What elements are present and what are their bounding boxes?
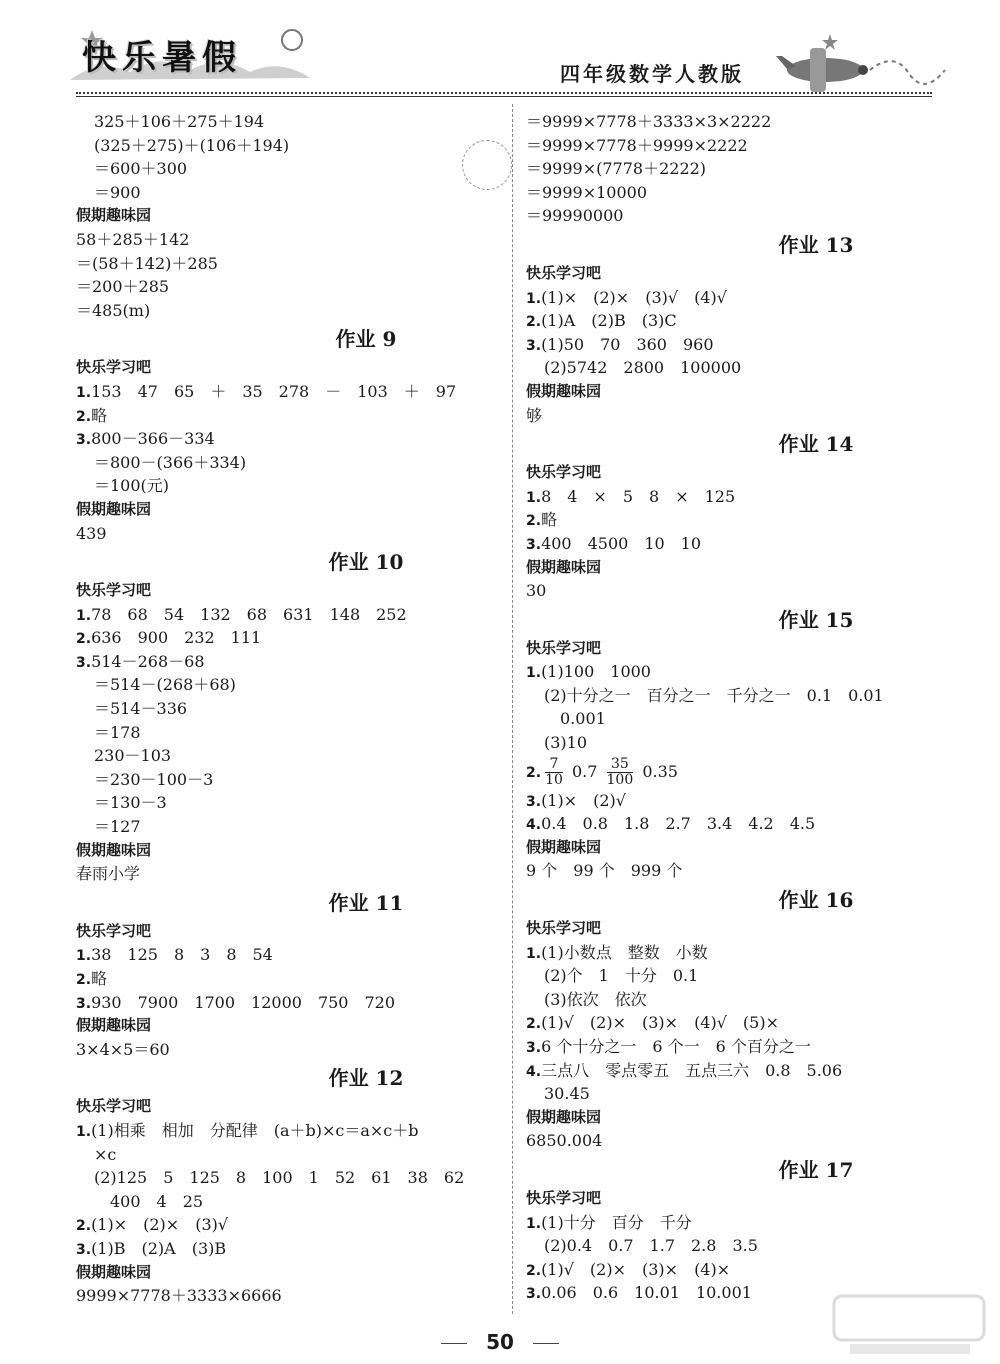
item-number: 1. bbox=[76, 384, 92, 401]
answer-line: (2)5742 2800 100000 bbox=[544, 358, 742, 378]
item-number: 3. bbox=[76, 995, 92, 1012]
answer-line: ＝514－(268＋68) bbox=[94, 675, 236, 695]
item-number: 1. bbox=[526, 945, 542, 962]
item-text: (1)A (2)B (3)C bbox=[541, 311, 677, 331]
item-text: (1)× (2)× (3)√ bbox=[91, 1215, 229, 1235]
section-label: 快乐学习吧 bbox=[76, 1097, 152, 1116]
footer-dash-right bbox=[533, 1343, 559, 1344]
page-header bbox=[0, 0, 1000, 100]
answer-line: ＝130－3 bbox=[94, 793, 167, 813]
answer-line: (2)125 5 125 8 100 1 52 61 38 62 bbox=[94, 1168, 465, 1188]
answer-item bbox=[526, 812, 946, 836]
answer-line: ＝514－336 bbox=[94, 699, 188, 719]
assignment-heading: 作业 14 bbox=[778, 432, 854, 457]
item-number: 3. bbox=[76, 1241, 92, 1258]
answer-line: 325＋106＋275＋194 bbox=[94, 112, 265, 131]
answer-line: 30.45 bbox=[544, 1084, 590, 1104]
item-text: 8 4 × 5 8 × 125 bbox=[541, 486, 736, 506]
fraction-denominator: 100 bbox=[606, 771, 634, 788]
item-text: 略 bbox=[541, 510, 558, 530]
section-label: 快乐学习吧 bbox=[76, 581, 152, 600]
answer-line: 6850.004 bbox=[526, 1131, 603, 1151]
assignment-heading: 作业 16 bbox=[778, 888, 854, 913]
item-number: 1. bbox=[76, 948, 92, 965]
item-number: 3. bbox=[526, 1040, 542, 1056]
assignment-heading: 作业 12 bbox=[328, 1066, 404, 1091]
item-text: 38 125 8 3 8 54 bbox=[91, 945, 273, 965]
item-number: 2. bbox=[76, 631, 92, 648]
section-label: 快乐学习吧 bbox=[76, 921, 152, 940]
item-number: 3. bbox=[526, 337, 542, 354]
item-number: 1. bbox=[526, 290, 542, 307]
answer-line: (2)0.4 0.7 1.7 2.8 3.5 bbox=[544, 1236, 758, 1256]
answer-item bbox=[76, 404, 496, 428]
watermark-logo bbox=[830, 1290, 990, 1360]
answer-line: (3)依次 依次 bbox=[544, 989, 647, 1009]
answer-line: 0.001 bbox=[560, 709, 606, 729]
item-number: 2. bbox=[526, 1016, 542, 1033]
fraction-numerator: 35 bbox=[607, 757, 634, 773]
answer-item bbox=[526, 1035, 946, 1059]
page-number: 50 bbox=[486, 1330, 514, 1354]
answer-line: 400 4 25 bbox=[110, 1191, 204, 1211]
answer-item bbox=[526, 755, 946, 789]
item-number: 1. bbox=[76, 1123, 92, 1140]
right-column bbox=[526, 110, 946, 1305]
fraction bbox=[545, 757, 563, 788]
item-text: 153 47 65 ＋ 35 278 － 103 ＋ 97 bbox=[91, 381, 457, 401]
answer-line: ＝(58＋142)＋285 bbox=[76, 253, 218, 273]
answer-line: 230－103 bbox=[94, 746, 172, 766]
fraction-numerator: 7 bbox=[545, 757, 563, 773]
answer-line: ＝99990000 bbox=[526, 206, 624, 226]
answer-item bbox=[526, 485, 946, 509]
item-text: 0.06 0.6 10.01 10.001 bbox=[541, 1283, 752, 1303]
assignment-heading: 作业 11 bbox=[328, 890, 404, 915]
item-text: (1)√ (2)× (3)× (4)× bbox=[541, 1259, 731, 1279]
item-number: 2. bbox=[526, 314, 542, 331]
answer-line: (2)个 1 十分 0.1 bbox=[544, 966, 699, 986]
item-text: (1)小数点 整数 小数 bbox=[541, 942, 708, 962]
assignment-heading: 作业 13 bbox=[778, 232, 854, 257]
answer-line: ＝600＋300 bbox=[94, 159, 188, 179]
answer-line: 30 bbox=[526, 581, 547, 601]
item-number: 2. bbox=[76, 972, 92, 988]
item-number: 3. bbox=[526, 1286, 542, 1303]
answer-line: ＝800－(366＋334) bbox=[94, 452, 247, 472]
item-number: 1. bbox=[526, 1215, 542, 1232]
answer-line: ＝100(元) bbox=[94, 476, 170, 496]
item-text: (1)50 70 360 960 bbox=[541, 334, 714, 354]
left-column bbox=[76, 110, 496, 1308]
item-number: 3. bbox=[76, 654, 92, 671]
answer-line: ＝9999×10000 bbox=[526, 182, 648, 202]
answer-item bbox=[76, 427, 496, 451]
section-label: 快乐学习吧 bbox=[526, 638, 602, 657]
assignment-heading: 作业 10 bbox=[328, 550, 404, 575]
section-label: 假期趣味园 bbox=[76, 840, 152, 859]
section-label: 假期趣味园 bbox=[76, 499, 152, 518]
answer-item bbox=[526, 309, 946, 333]
section-label: 假期趣味园 bbox=[526, 381, 602, 400]
item-text: 400 4500 10 10 bbox=[541, 533, 702, 553]
item-text: 800－366－334 bbox=[91, 429, 215, 449]
answer-item bbox=[76, 991, 496, 1015]
item-number: 2. bbox=[526, 513, 542, 530]
answer-line: ＝900 bbox=[94, 182, 141, 202]
item-text: (1)相乘 相加 分配律 (a＋b)×c＝a×c＋b bbox=[91, 1120, 419, 1140]
section-label: 快乐学习吧 bbox=[526, 263, 602, 282]
item-number: 2. bbox=[526, 1262, 542, 1279]
section-label: 快乐学习吧 bbox=[526, 1188, 602, 1207]
assignment-heading: 作业 15 bbox=[778, 607, 854, 632]
answer-line: 3×4×5＝60 bbox=[76, 1039, 170, 1059]
footer-dash-left bbox=[441, 1343, 467, 1344]
answer-line: (3)10 bbox=[544, 733, 588, 753]
answer-item bbox=[76, 943, 496, 967]
answer-line: 9999×7778＋3333×6666 bbox=[76, 1286, 282, 1306]
airplane-icon bbox=[770, 30, 960, 100]
answer-item bbox=[76, 1237, 496, 1261]
assignment-heading: 作业 17 bbox=[778, 1157, 854, 1182]
item-text: (1)100 1000 bbox=[541, 662, 651, 682]
section-label: 快乐学习吧 bbox=[526, 919, 602, 938]
answer-item bbox=[76, 1119, 496, 1143]
item-text: 514－268－68 bbox=[91, 651, 205, 671]
answer-line: ＝9999×7778＋3333×3×2222 bbox=[526, 112, 772, 131]
item-text: 0.35 bbox=[637, 761, 678, 781]
section-label: 快乐学习吧 bbox=[526, 463, 602, 482]
fraction bbox=[607, 757, 634, 788]
answer-item bbox=[76, 380, 496, 404]
brand-title: 快乐暑假 bbox=[82, 38, 242, 78]
answer-item bbox=[76, 603, 496, 627]
answer-item bbox=[526, 1258, 946, 1282]
answer-line: 58＋285＋142 bbox=[76, 229, 190, 249]
column-divider bbox=[512, 104, 513, 1314]
section-label: 假期趣味园 bbox=[526, 837, 602, 856]
item-number: 3. bbox=[526, 793, 542, 810]
item-number: 3. bbox=[526, 536, 542, 553]
item-text: (1)√ (2)× (3)× (4)√ (5)× bbox=[541, 1013, 779, 1033]
answer-line: ＝9999×7778＋9999×2222 bbox=[526, 135, 748, 155]
answer-item bbox=[76, 650, 496, 674]
section-label: 假期趣味园 bbox=[76, 1016, 152, 1035]
answer-item bbox=[526, 941, 946, 965]
answer-item bbox=[526, 286, 946, 310]
answer-line: 春雨小学 bbox=[76, 864, 141, 884]
answer-item bbox=[526, 1211, 946, 1235]
section-label: 快乐学习吧 bbox=[76, 358, 152, 377]
item-number: 1. bbox=[526, 489, 542, 506]
section-label: 假期趣味园 bbox=[76, 206, 152, 225]
item-text: (1)× (2)× (3)√ (4)√ bbox=[541, 287, 727, 307]
item-number: 4. bbox=[526, 817, 542, 834]
answer-line: ＝230－100－3 bbox=[94, 769, 214, 789]
assignment-heading: 作业 9 bbox=[335, 327, 397, 352]
item-number: 2. bbox=[526, 764, 542, 781]
item-number: 4. bbox=[526, 1063, 542, 1080]
item-number: 2. bbox=[76, 1218, 92, 1235]
answer-line: 够 bbox=[526, 405, 543, 425]
answer-line: ×c bbox=[94, 1144, 117, 1164]
answer-item bbox=[526, 508, 946, 532]
item-text: (1)× (2)√ bbox=[541, 790, 626, 810]
section-label: 假期趣味园 bbox=[526, 1107, 602, 1126]
answer-item bbox=[76, 967, 496, 991]
item-text: (1)B (2)A (3)B bbox=[91, 1238, 227, 1258]
answer-item bbox=[526, 1059, 946, 1083]
item-text: 6 个十分之一 6 个一 6 个百分之一 bbox=[541, 1037, 811, 1056]
section-label: 假期趣味园 bbox=[526, 557, 602, 576]
answer-line: 9 个 99 个 999 个 bbox=[526, 861, 683, 881]
header-subtitle: 四年级数学人教版 bbox=[560, 62, 744, 86]
answer-item bbox=[76, 1213, 496, 1237]
item-text: 略 bbox=[91, 969, 108, 988]
answer-item bbox=[526, 660, 946, 684]
fraction-denominator: 10 bbox=[545, 771, 563, 788]
item-text: (1)十分 百分 千分 bbox=[541, 1212, 692, 1232]
answer-line: ＝9999×(7778＋2222) bbox=[526, 159, 707, 179]
item-number: 1. bbox=[76, 607, 92, 624]
item-number: 2. bbox=[76, 408, 92, 425]
answer-line: 439 bbox=[76, 523, 107, 543]
item-number: 1. bbox=[526, 665, 542, 682]
item-text: 930 7900 1700 12000 750 720 bbox=[91, 992, 396, 1012]
answer-line: ＝178 bbox=[94, 722, 141, 742]
item-text: 略 bbox=[91, 405, 108, 425]
item-text: 三点八 零点零五 五点三六 0.8 5.06 bbox=[541, 1060, 843, 1080]
answer-item bbox=[526, 1011, 946, 1035]
item-text: 0.4 0.8 1.8 2.7 3.4 4.2 4.5 bbox=[541, 814, 816, 834]
answer-item bbox=[76, 626, 496, 650]
item-text: 0.7 bbox=[566, 761, 603, 781]
item-text: 636 900 232 111 bbox=[91, 628, 262, 648]
answer-line: ＝127 bbox=[94, 817, 141, 837]
section-label: 假期趣味园 bbox=[76, 1262, 152, 1281]
answer-line: ＝200＋285 bbox=[76, 277, 170, 297]
answer-line: (2)十分之一 百分之一 千分之一 0.1 0.01 bbox=[544, 685, 884, 705]
header-rule bbox=[76, 92, 932, 97]
answer-item bbox=[526, 333, 946, 357]
answer-item bbox=[526, 532, 946, 556]
answer-line: ＝485(m) bbox=[76, 300, 151, 320]
item-number: 3. bbox=[76, 432, 92, 449]
answer-line: (325＋275)＋(106＋194) bbox=[94, 135, 290, 155]
answer-item bbox=[526, 789, 946, 813]
item-text: 78 68 54 132 68 631 148 252 bbox=[91, 604, 407, 624]
